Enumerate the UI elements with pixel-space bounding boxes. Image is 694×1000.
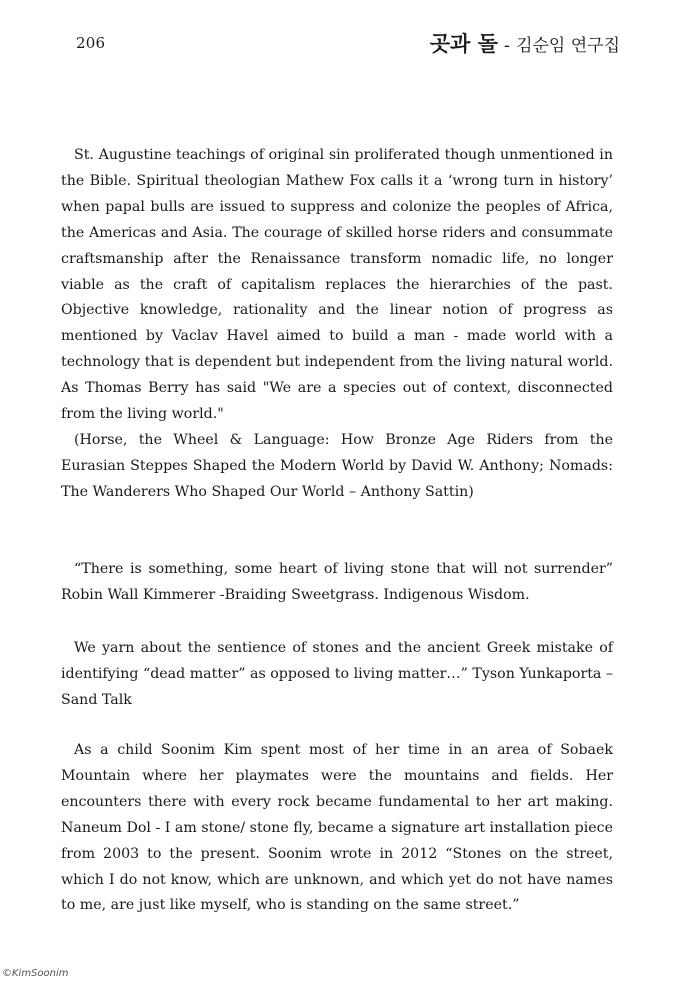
title-separator: - xyxy=(503,36,511,56)
page-number: 206 xyxy=(76,34,106,52)
book-title: 곳과 돌 xyxy=(429,32,498,56)
copyright-watermark: ©KimSoonim xyxy=(2,968,69,979)
paragraph-augustine: St. Augustine teachings of original sin proliferated though unmentioned in the Bible. Spiritual theologian Mathew Fox calls it a ‘wrong turn in history’ when papal bulls are issued to suppress and colonize the peoples of Africa, the Americas and Asia. The courage of skilled horse riders and consummate craftsmanship after the Renaissance transform nomadic life, no longer viable as the craft of capitalism replaces the hierarchies of the past. Objective knowledge, rationality and the linear notion of progress as mentioned by Vaclav Havel aimed to build a man - made world with a technology that is dependent but independent from the living natural world. As Thomas Berry has said "We are a species out of context, disconnected from the living world." xyxy=(61,147,613,423)
essay-block-2 xyxy=(61,557,613,609)
book-subtitle: 김순임 연구집 xyxy=(516,36,620,56)
running-header xyxy=(430,28,620,58)
essay-block-4 xyxy=(61,738,613,919)
essay-block-1 xyxy=(61,143,613,506)
quote-kimmerer: “There is something, some heart of living stone that will not surrender” Robin Wall Kimmerer -Braiding Sweetgrass. Indigenous Wisdom. xyxy=(61,561,613,603)
quote-yunkaporta: We yarn about the sentience of stones and the ancient Greek mistake of identifying “dead matter” as opposed to living matter…” Tyson Yunkaporta – Sand Talk xyxy=(61,640,613,708)
paragraph-soonim-kim: As a child Soonim Kim spent most of her time in an area of Sobaek Mountain where her playmates were the mountains and fields. Her encounters there with every rock became fundamental to her art making. Naneum Dol - I am stone/ stone fly, became a signature art installation piece from 2003 to the present. Soonim wrote in 2012 “Stones on the street, which I do not know, which are unknown, and which yet do not have names to me, are just like myself, who is standing on the same street.” xyxy=(61,742,613,914)
essay-block-3 xyxy=(61,636,613,714)
paragraph-references: (Horse, the Wheel & Language: How Bronze Age Riders from the Eurasian Steppes Shaped the Modern World by David W. Anthony; Nomads: The Wanderers Who Shaped Our World – Anthony Sattin) xyxy=(61,431,613,500)
